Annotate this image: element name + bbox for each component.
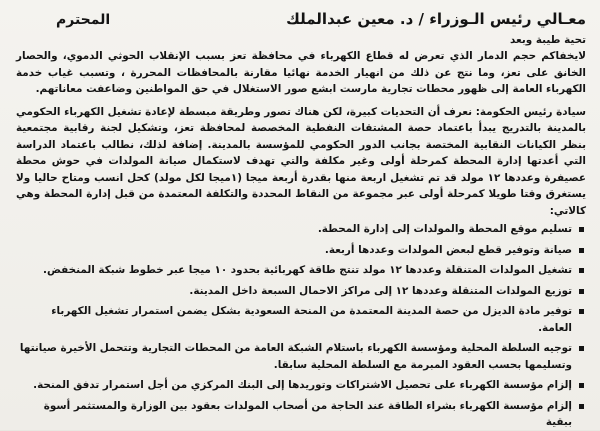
recipient-title: معـالي رئيس الـوزراء / د. معين عبدالملك xyxy=(286,10,586,28)
proposal-paragraph xyxy=(16,104,586,220)
proposal-lead: سيادة رئيس الحكومة xyxy=(479,105,586,118)
list-item: توزيع المولدات المتنقلة وعددها ١٢ إلى مراكز الاحمال السبعة داخل المدينة. xyxy=(16,283,586,300)
greeting: تحية طيبة وبعد xyxy=(510,34,586,46)
honorific: المحترم xyxy=(56,12,111,28)
list-item: تشغيل المولدات المتنقلة وعددها ١٢ مولد تنتج طاقة كهربائية بحدود ١٠ ميجا عبر خطوط شبكة المنخفض. xyxy=(16,262,586,279)
list-item: توفير مادة الديزل من حصة المدينة المعتمدة من المنحة السعودية بشكل يضمن استمرار تشغيل الكهرباء العامة. xyxy=(16,303,586,336)
letter-header xyxy=(16,10,586,28)
list-item: إلزام مؤسسة الكهرباء على تحصيل الاشتراكات وتوريدها إلى البنك المركزي من أجل استمرار تدفق المنحة. xyxy=(16,377,586,394)
list-item: تسليم موقع المحطة والمولدات إلى إدارة المحطة. xyxy=(16,221,586,238)
list-item: توجيه السلطة المحلية ومؤسسة الكهرباء باستلام الشبكة العامة من المحطات التجارية وتتحمل الأخيرة صيانتها وتسليمها بحسب العقود المبرمة مع السلطة المحلية سابقا. xyxy=(16,340,586,373)
list-item: صيانة وتوفير قطع لبعض المولدات وعددها أربعة. xyxy=(16,242,586,259)
list-item: إلزام مؤسسة الكهرباء بشراء الطاقة عند الحاجة من أصحاب المولدات بعقود بين الوزارة والمستثمر أسوة ببقية xyxy=(16,398,586,431)
proposal-text: : نعرف أن التحديات كبيرة، لكن هناك تصور وطريقة مبسطة لإعادة تشغيل الكهرباء الحكومي بالمدينة بالتدريج يبدأ باعتماد حصة المشتقات النفطية المخصصة لمحافظة تعز، وتشكيل لجنة رقابية مجتمعية بنظر الكيانات النقابية المختصة بجانب الدور الحكومي للمؤسسة بالمدينة. إضافة لذلك، نطالب باعتماد الدراسة التي أعدتها إدارة المحطة كمرحلة أولى وغير مكلفة والتي تهدف لاستكمال صيانة المولدات في حوش محطة عصيفرة وعددها ١٢ مولد قد تم تشغيل اربعة منها بقدرة أربعة ميجا (١ميجا لكل مولد) كحل انسب ومتاح حاليا ولا يستغرق وقتا طويلا كمرحلة أولى عبر مجموعة من النقاط المحددة والتكلفة المعتمدة من قبل إدارة المحطة وهي كالاتي: xyxy=(16,105,586,217)
intro-paragraph: لايخفاكم حجم الدمار الذي تعرض له قطاع الكهرباء في محافظة تعز بسبب الإنقلاب الحوثي الدموي، والحصار الخانق على تعز، وما نتج عن ذلك من انهيار الخدمة نهائيا مقارنة بالمحافظات المحررة ، وتسبب غياب خدمة الكهرباء العامة إلى ظهور محطات تجارية مارست ابشع صور الاستغلال في حق المواطنين وضاعفت معاناتهم. xyxy=(16,50,586,95)
requirements-list xyxy=(16,221,586,431)
